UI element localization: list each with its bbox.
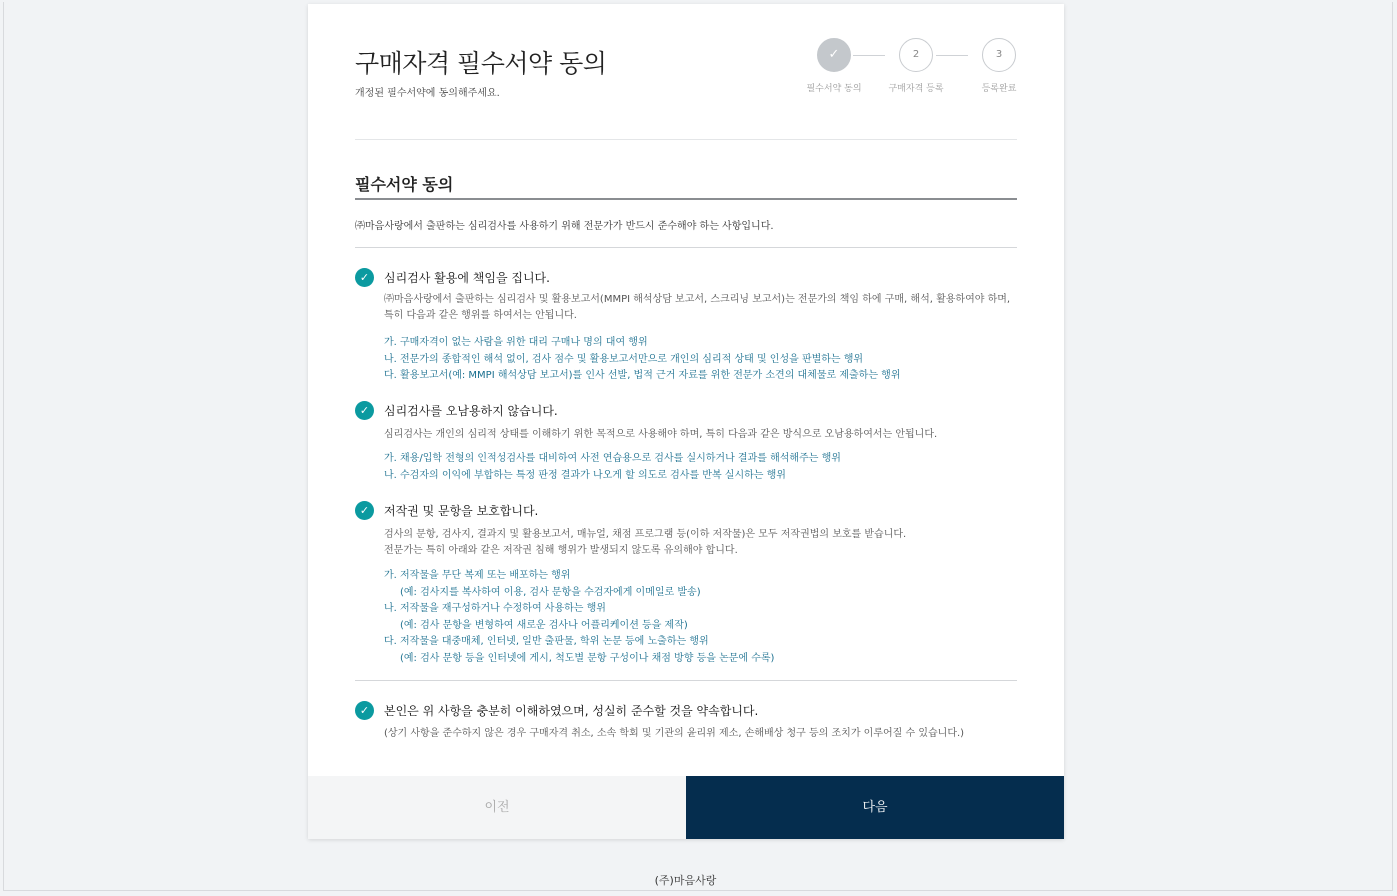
list-example: (예: 검사 문항 등을 인터넷에 게시, 척도별 문항 구성이나 채점 방향 등을 논문에 수록)	[400, 652, 775, 664]
footer-company: (주)마음사랑	[654, 874, 717, 887]
list-item: 가. 구매자격이 없는 사람을 위한 대리 구매나 명의 대여 행위	[384, 337, 648, 348]
page-title: 구매자격 필수서약 동의	[355, 49, 607, 78]
list-item: 다. 활용보고서(예: MMPI 해석상담 보고서)를 인사 선발, 법적 근거 자료를 위한 전문가 소견의 대체물로 제출하는 행위	[384, 370, 901, 382]
step-2-number: 2	[899, 38, 933, 72]
check-icon[interactable]: ✓	[355, 701, 374, 720]
step-3-number: 3	[982, 38, 1016, 72]
section-intro: ㈜마음사랑에서 출판하는 심리검사를 사용하기 위해 전문가가 반드시 준수해야 하는 사항입니다.	[355, 221, 774, 232]
list-item: 다. 저작물을 대중매체, 인터넷, 일반 출판물, 학위 논문 등에 노출하는 행위	[384, 636, 709, 648]
divider	[355, 247, 1017, 248]
agreement-title: 저작권 및 문항을 보호합니다.	[384, 504, 539, 518]
desc-line: 검사의 문항, 검사지, 결과지 및 활용보고서, 매뉴얼, 채점 프로그램 등(이하 저작물)은 모두 저작권법의 보호를 받습니다.	[384, 529, 907, 540]
prev-button[interactable]: 이전	[308, 776, 686, 839]
step-1-label: 필수서약 동의	[806, 84, 862, 94]
list-item: 나. 전문가의 종합적인 해석 없이, 검사 점수 및 활용보고서만으로 개인의 심리적 상태 및 인성을 판별하는 행위	[384, 353, 864, 365]
step-2-label: 구매자격 등록	[888, 84, 944, 94]
step-3	[964, 38, 1034, 94]
step-3-label: 등록완료	[981, 84, 1017, 94]
agreement-desc: ㈜마음사랑에서 출판하는 심리검사 및 활용보고서(MMPI 해석상담 보고서, 스크리닝 보고서)는 전문가의 책임 하에 구매, 해석, 활용하여야 하며, 특히 다음과 같은 행위를 하여서는 안됩니다.	[384, 294, 1011, 321]
check-icon[interactable]: ✓	[355, 401, 374, 420]
section-title: 필수서약 동의	[355, 175, 454, 194]
section-divider	[355, 198, 1017, 200]
desc-line: 전문가는 특히 아래와 같은 저작권 침해 행위가 발생되지 않도록 유의해야 합니다.	[384, 545, 738, 556]
agreement-list	[384, 451, 841, 484]
list-item: 가. 저작물을 무단 복제 또는 배포하는 행위	[384, 570, 571, 581]
list-example: (예: 검사지를 복사하여 이용, 검사 문항을 수검자에게 이메일로 발송)	[400, 586, 701, 598]
agreement-title: 본인은 위 사항을 충분히 이해하였으며, 성실히 준수할 것을 약속합니다.	[384, 704, 759, 718]
list-example: (예: 검사 문항을 변형하여 새로운 검사나 어플리케이션 등을 제작)	[400, 619, 688, 631]
check-icon[interactable]: ✓	[355, 501, 374, 520]
page-subtitle: 개정된 필수서약에 동의해주세요.	[355, 88, 500, 99]
step-2	[881, 38, 951, 94]
next-button[interactable]: 다음	[686, 776, 1064, 839]
agreement-desc	[384, 527, 1014, 559]
progress-steps	[805, 38, 1021, 98]
agreement-desc: (상기 사항을 준수하지 않은 경우 구매자격 취소, 소속 학회 및 기관의 윤리위 제소, 손해배상 청구 등의 조치가 이루어질 수 있습니다.)	[384, 728, 965, 739]
divider	[355, 680, 1017, 681]
divider	[355, 139, 1017, 140]
list-item: 나. 수검자의 이익에 부합하는 특정 판정 결과가 나오게 할 의도로 검사를 반복 실시하는 행위	[384, 469, 786, 481]
agreement-title: 심리검사 활용에 책임을 집니다.	[384, 271, 550, 285]
agreement-list	[384, 568, 774, 668]
list-item: 가. 채용/입학 전형의 인적성검사를 대비하여 사전 연습용으로 검사를 실시하거나 결과를 해석해주는 행위	[384, 453, 841, 464]
agreement-card	[308, 4, 1064, 839]
check-icon: ✓	[817, 38, 851, 72]
check-icon[interactable]: ✓	[355, 268, 374, 287]
agreement-title: 심리검사를 오남용하지 않습니다.	[384, 404, 558, 418]
agreement-desc: 심리검사는 개인의 심리적 상태를 이해하기 위한 목적으로 사용해야 하며, 특히 다음과 같은 방식으로 오남용하여서는 안됩니다.	[384, 429, 938, 440]
step-1	[799, 38, 869, 94]
list-item: 나. 저작물을 재구성하거나 수정하여 사용하는 행위	[384, 603, 606, 615]
agreement-list	[384, 335, 901, 385]
